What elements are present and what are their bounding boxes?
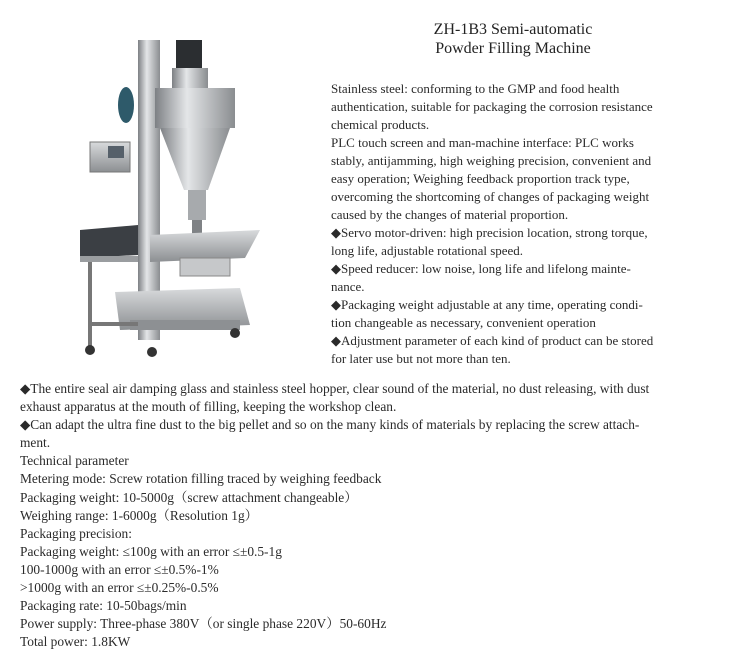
feature-line: Stainless steel: conforming to the GMP and food health — [331, 81, 620, 96]
feature-line: overcoming the shortcoming of changes of packaging weight — [331, 189, 650, 204]
feature-line: long life, adjustable rotational speed. — [331, 243, 524, 258]
spec-line: >1000g with an error ≤±0.25%-0.5% — [20, 580, 219, 596]
spec-line: Packaging rate: 10-50bags/min — [20, 598, 187, 614]
feature-line: stably, antijamming, high weighing precision, convenient and — [331, 153, 652, 168]
feature-line: for later use but not more than ten. — [331, 351, 511, 366]
feature-line: chemical products. — [331, 117, 430, 132]
feature-line: ◆Packaging weight adjustable at any time, operating condi- — [331, 297, 643, 312]
spec-line: Packaging precision: — [20, 525, 132, 541]
spec-line: Total power: 1.8KW — [20, 634, 131, 650]
spec-line: Packaging weight: 10-5000g（screw attachment changeable） — [20, 489, 358, 505]
title-line-2: Powder Filling Machine — [435, 40, 591, 57]
spec-line: Weighing range: 1-6000g（Resolution 1g） — [20, 507, 259, 523]
spec-line: Packaging weight: ≤100g with an error ≤±0.5-1g — [20, 543, 282, 559]
feature-line: ◆Speed reducer: low noise, long life and lifelong mainte- — [331, 261, 631, 276]
spec-line: 100-1000g with an error ≤±0.5%-1% — [20, 561, 219, 577]
title-line-1: ZH-1B3 Semi-automatic — [433, 21, 593, 38]
feature-line: tion changeable as necessary, convenient operation — [331, 315, 596, 330]
spec-line: Power supply: Three-phase 380V（or single phase 220V）50-60Hz — [20, 616, 387, 632]
feature-list — [331, 80, 731, 368]
section-heading: Technical parameter — [20, 453, 129, 469]
machine-photo — [60, 30, 270, 365]
product-title — [380, 20, 646, 58]
feature-line: authentication, suitable for packaging the corrosion resistance — [331, 99, 653, 114]
feature-line: ◆Servo motor-driven: high precision location, strong torque, — [331, 225, 648, 240]
technical-details — [20, 380, 732, 651]
detail-line: exhaust apparatus at the mouth of filling, keeping the workshop clean. — [20, 399, 397, 415]
feature-line: caused by the changes of material proportion. — [331, 207, 569, 222]
detail-line: ◆The entire seal air damping glass and stainless steel hopper, clear sound of the material, no dust releasing, with dust — [20, 381, 650, 396]
feature-line: easy operation; Weighing feedback proportion track type, — [331, 171, 630, 186]
detail-line: ◆Can adapt the ultra fine dust to the big pellet and so on the many kinds of materials by replacing the screw attach- — [20, 417, 640, 433]
feature-line: nance. — [331, 279, 365, 294]
spec-line: Metering mode: Screw rotation filling traced by weighing feedback — [20, 471, 382, 487]
detail-line: ment. — [20, 435, 51, 451]
feature-line: ◆Adjustment parameter of each kind of product can be stored — [331, 333, 654, 348]
feature-line: PLC touch screen and man-machine interface: PLC works — [331, 135, 634, 150]
